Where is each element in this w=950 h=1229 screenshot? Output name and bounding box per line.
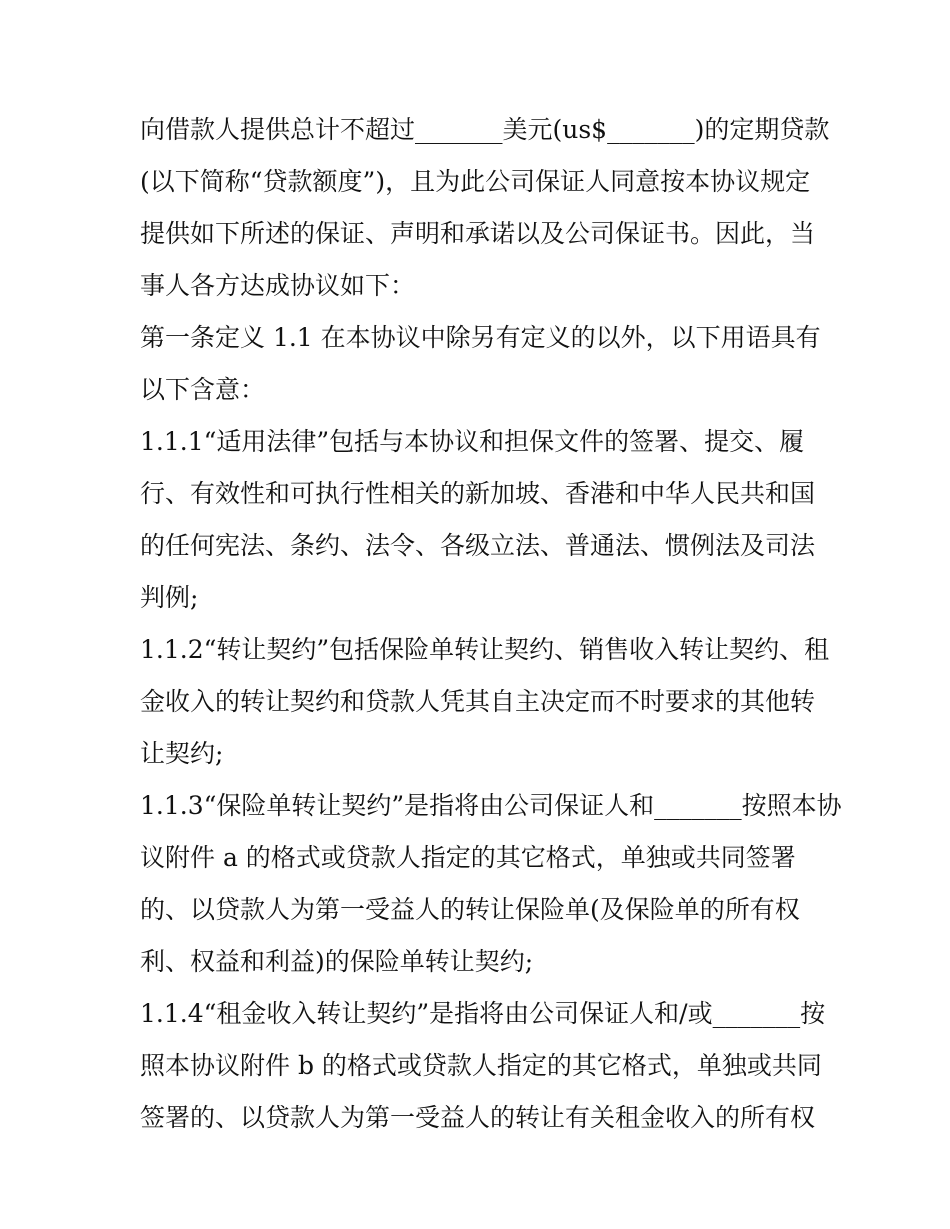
- text-line: 利、权益和利益)的保险单转让契约;: [140, 947, 534, 976]
- text-line: 事人各方达成协议如下：: [140, 271, 416, 300]
- text-line: 以下含意：: [140, 375, 266, 404]
- text-line: 向借款人提供总计不超过_______美元(us$_______)的定期贷款: [140, 115, 830, 144]
- text-line: 1.1.4“租金收入转让契约”是指将由公司保证人和/或_______按: [140, 999, 826, 1028]
- text-line: 行、有效性和可执行性相关的新加坡、香港和中华人民共和国: [140, 479, 816, 508]
- text-line: 第一条定义 1.1 在本协议中除另有定义的以外，以下用语具有: [140, 323, 821, 352]
- text-line: (以下简称“贷款额度”)，且为此公司保证人同意按本协议规定: [140, 167, 811, 196]
- text-line: 1.1.3“保险单转让契约”是指将由公司保证人和_______按照本协: [140, 791, 842, 820]
- text-line: 1.1.2“转让契约”包括保险单转让契约、销售收入转让契约、租: [140, 635, 830, 664]
- text-line: 的任何宪法、条约、法令、各级立法、普通法、惯例法及司法: [140, 531, 816, 560]
- text-line: 提供如下所述的保证、声明和承诺以及公司保证书。因此，当: [140, 219, 816, 248]
- text-line: 议附件 a 的格式或贷款人指定的其它格式，单独或共同签署: [140, 843, 796, 872]
- text-line: 照本协议附件 b 的格式或贷款人指定的其它格式，单独或共同: [140, 1051, 822, 1080]
- text-line: 判例;: [140, 583, 199, 612]
- text-line: 金收入的转让契约和贷款人凭其自主决定而不时要求的其他转: [140, 687, 816, 716]
- text-line: 的、以贷款人为第一受益人的转让保险单(及保险单的所有权: [140, 895, 800, 924]
- text-line: 签署的、以贷款人为第一受益人的转让有关租金收入的所有权: [140, 1103, 816, 1132]
- document-body: [140, 104, 842, 1144]
- text-line: 1.1.1“适用法律”包括与本协议和担保文件的签署、提交、履: [140, 427, 805, 456]
- text-line: 让契约;: [140, 739, 224, 768]
